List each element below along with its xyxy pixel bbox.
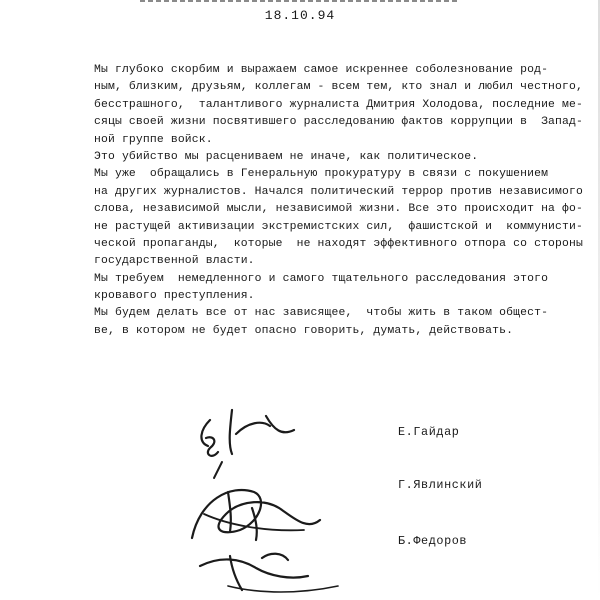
text-line: ческой пропаганды, которые не находят эффективного отпора со стороны <box>94 237 583 250</box>
handwritten-signatures <box>170 380 390 600</box>
paragraph-3 <box>94 166 583 270</box>
cropped-header-line <box>140 0 460 4</box>
text-line: ве, в котором не будет опасно говорить, думать, действовать. <box>94 324 514 337</box>
text-line: слова, независимой мысли, независимой жизни. Все это происходит на фо- <box>94 203 583 216</box>
paragraph-5 <box>94 305 566 340</box>
letter-body <box>94 62 583 340</box>
signatory-name: Г.Явлинский <box>398 478 483 492</box>
signature-fedorov <box>200 554 308 590</box>
signatory-name: Е.Гайдар <box>398 425 460 439</box>
text-line: ным, близким, друзьям, коллегам - всем тем, кто знал и любил честного, <box>94 81 583 94</box>
paragraph-2 <box>94 149 566 166</box>
document-date: 18.10.94 <box>264 8 336 23</box>
text-line: кровавого преступления. <box>94 290 255 303</box>
text-line: на других журналистов. Начался политический террор против независимого <box>94 185 583 198</box>
text-line: не растущей активизации экстремистских сил, фашистской и коммунисти- <box>94 220 583 233</box>
text-line: Мы требуем немедленного и самого тщательного расследования этого <box>94 272 549 285</box>
paragraph-4 <box>94 271 566 306</box>
text-line: бесстрашного, талантливого журналиста Дмитрия Холодова, последние ме- <box>94 98 583 111</box>
text-line: Это убийство мы расцениваем не иначе, как политическое. <box>94 150 479 163</box>
text-line: сяцы своей жизни посвятившего расследованию фактов коррупции в Запад- <box>94 116 583 129</box>
text-line: государственной власти. <box>94 255 255 268</box>
text-line: Мы будем делать все от нас зависящее, чтобы жить в таком общест- <box>94 307 549 320</box>
signature-yavlinsky <box>192 490 320 540</box>
paragraph-1 <box>94 62 583 149</box>
text-line: Мы уже обращались в Генеральную прокуратуру в связи с покушением <box>94 168 549 181</box>
text-line: Мы глубоко скорбим и выражаем самое искреннее соболезнование род- <box>94 64 549 76</box>
signature-gaidar <box>201 410 294 456</box>
text-line: ной группе войск. <box>94 133 213 146</box>
signatory-name: Б.Федоров <box>398 534 468 548</box>
